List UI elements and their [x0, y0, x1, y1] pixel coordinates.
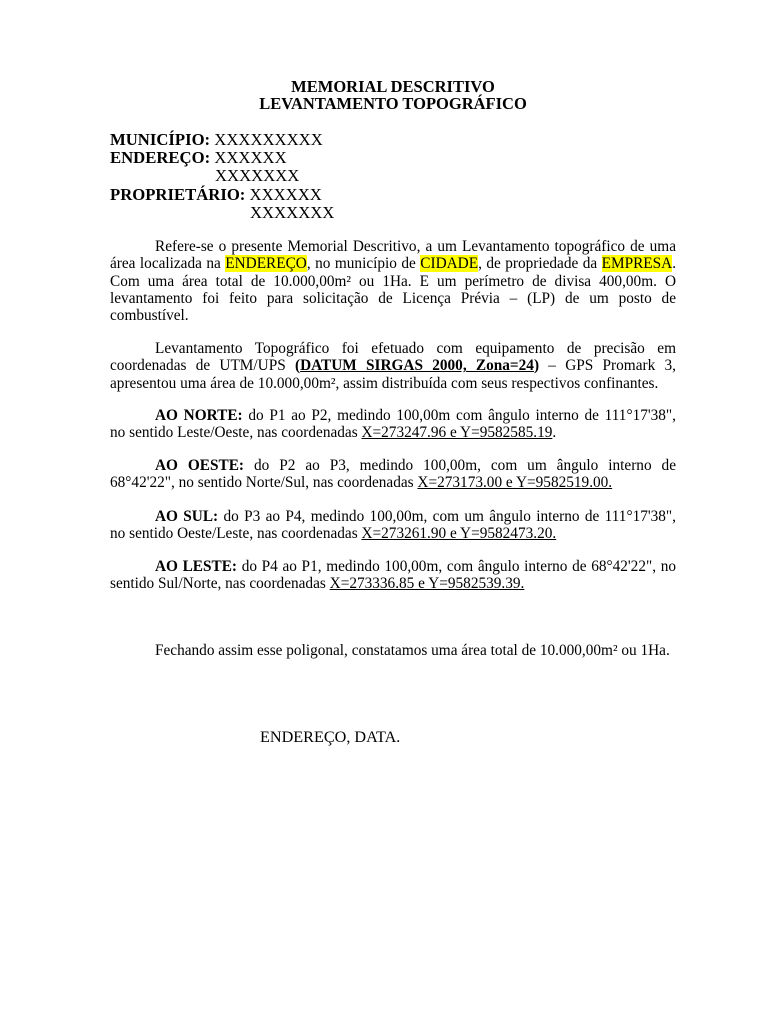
boundary-description: no sentido Oeste/Leste, nas coordenadas [110, 525, 362, 543]
field-value: XXXXXX [249, 184, 322, 204]
text-run: . [552, 424, 557, 442]
boundary-description: sentido Sul/Norte, nas coordenadas [110, 575, 330, 593]
text-run: , de propriedade da [478, 255, 602, 273]
paragraph-line: levantamento foi feito para solicitação de Licença Prévia – (LP) de um posto de [110, 289, 676, 307]
boundary-coordinates: X=273247.96 e Y=9582585.19 [361, 424, 553, 442]
field-label: ENDEREÇO: [110, 147, 211, 167]
boundary-label: AO NORTE: [155, 407, 243, 425]
paragraph-line [110, 255, 676, 272]
boundary-coordinates: X=273173.00 e Y=9582519.00. [417, 474, 613, 492]
paragraph-line: Refere-se o presente Memorial Descritivo, a um Levantamento topográfico de uma [155, 238, 676, 256]
boundary-south [110, 508, 676, 542]
field-label: MUNICÍPIO: [110, 129, 211, 149]
field-proprietario [110, 186, 676, 204]
paragraph-line [110, 575, 676, 592]
boundary-coordinates: X=273261.90 e Y=9582473.20. [361, 525, 557, 543]
datum-paren: ( [294, 357, 301, 375]
field-value: XXXXXXXXX [214, 129, 323, 149]
paragraph-line [110, 357, 676, 374]
boundary-description: do P3 ao P4, medindo 100,00m, com um ângulo interno de 111°17'38", [218, 508, 676, 526]
boundary-description: 68°42'22", no sentido Norte/Sul, nas coordenadas [110, 474, 418, 492]
highlighted-placeholder-endereco: ENDEREÇO [225, 255, 307, 273]
text-run: – GPS Promark 3, [539, 357, 676, 375]
subtitle-line: LEVANTAMENTO TOPOGRÁFICO [259, 94, 527, 113]
paragraph-line [110, 407, 676, 424]
paragraph-line: apresentou uma área de 10.000,00m², assim distribuída com seus respectivos confinantes. [110, 374, 659, 392]
document-title [110, 78, 676, 112]
field-municipio [110, 131, 676, 149]
field-label: PROPRIETÁRIO: [110, 184, 246, 204]
text-run: , no município de [306, 255, 421, 273]
paragraph-line [110, 457, 676, 474]
paragraph-line [110, 474, 676, 491]
paragraph-line [110, 508, 676, 525]
title-line: MEMORIAL DESCRITIVO [291, 77, 495, 96]
paragraph-line: Com uma área total de 10.000,00m² ou 1Ha. E um perímetro de divisa 400,00m. O [110, 272, 676, 290]
paragraph-line [110, 525, 676, 542]
field-endereco [110, 149, 676, 167]
boundary-north [110, 407, 676, 441]
intro-paragraph [110, 238, 676, 324]
boundary-description: no sentido Leste/Oeste, nas coordenadas [110, 424, 362, 442]
paragraph-line: Fechando assim esse poligonal, constatamos uma área total de 10.000,00m² ou 1Ha. [155, 642, 670, 660]
boundary-label: AO SUL: [155, 508, 219, 526]
boundary-label: AO LESTE: [155, 558, 238, 576]
survey-paragraph [110, 340, 676, 392]
closing-paragraph [110, 642, 676, 659]
field-proprietario-continuation: XXXXXXX [250, 203, 335, 223]
place-date-line: ENDEREÇO, DATA. [260, 728, 401, 746]
datum-reference: DATUM SIRGAS 2000, Zona=24 [300, 357, 534, 375]
boundary-label: AO OESTE: [155, 457, 245, 475]
paragraph-line: combustível. [110, 306, 189, 324]
header-fields [110, 131, 676, 223]
field-endereco-continuation: XXXXXXX [215, 166, 300, 186]
paragraph-line [110, 424, 676, 441]
boundary-east [110, 558, 676, 592]
paragraph-line [110, 558, 676, 575]
boundary-coordinates: X=273336.85 e Y=9582539.39. [329, 575, 525, 593]
boundary-description: do P2 ao P3, medindo 100,00m, com um ângulo interno de [244, 457, 676, 475]
text-run: coordenadas de UTM/UPS [110, 357, 295, 375]
text-run: . [672, 255, 677, 273]
text-run: área localizada na [110, 255, 226, 273]
datum-paren: ) [533, 357, 540, 375]
highlighted-placeholder-cidade: CIDADE [420, 255, 479, 273]
boundary-west [110, 457, 676, 491]
highlighted-placeholder-empresa: EMPRESA [601, 255, 673, 273]
boundary-description: do P1 ao P2, medindo 100,00m com ângulo interno de 111°17'38", [242, 407, 676, 425]
field-value: XXXXXX [214, 147, 287, 167]
paragraph-line: Levantamento Topográfico foi efetuado com equipamento de precisão em [155, 340, 676, 358]
boundary-description: do P4 ao P1, medindo 100,00m, com ângulo interno de 68°42'22", no [237, 558, 677, 576]
